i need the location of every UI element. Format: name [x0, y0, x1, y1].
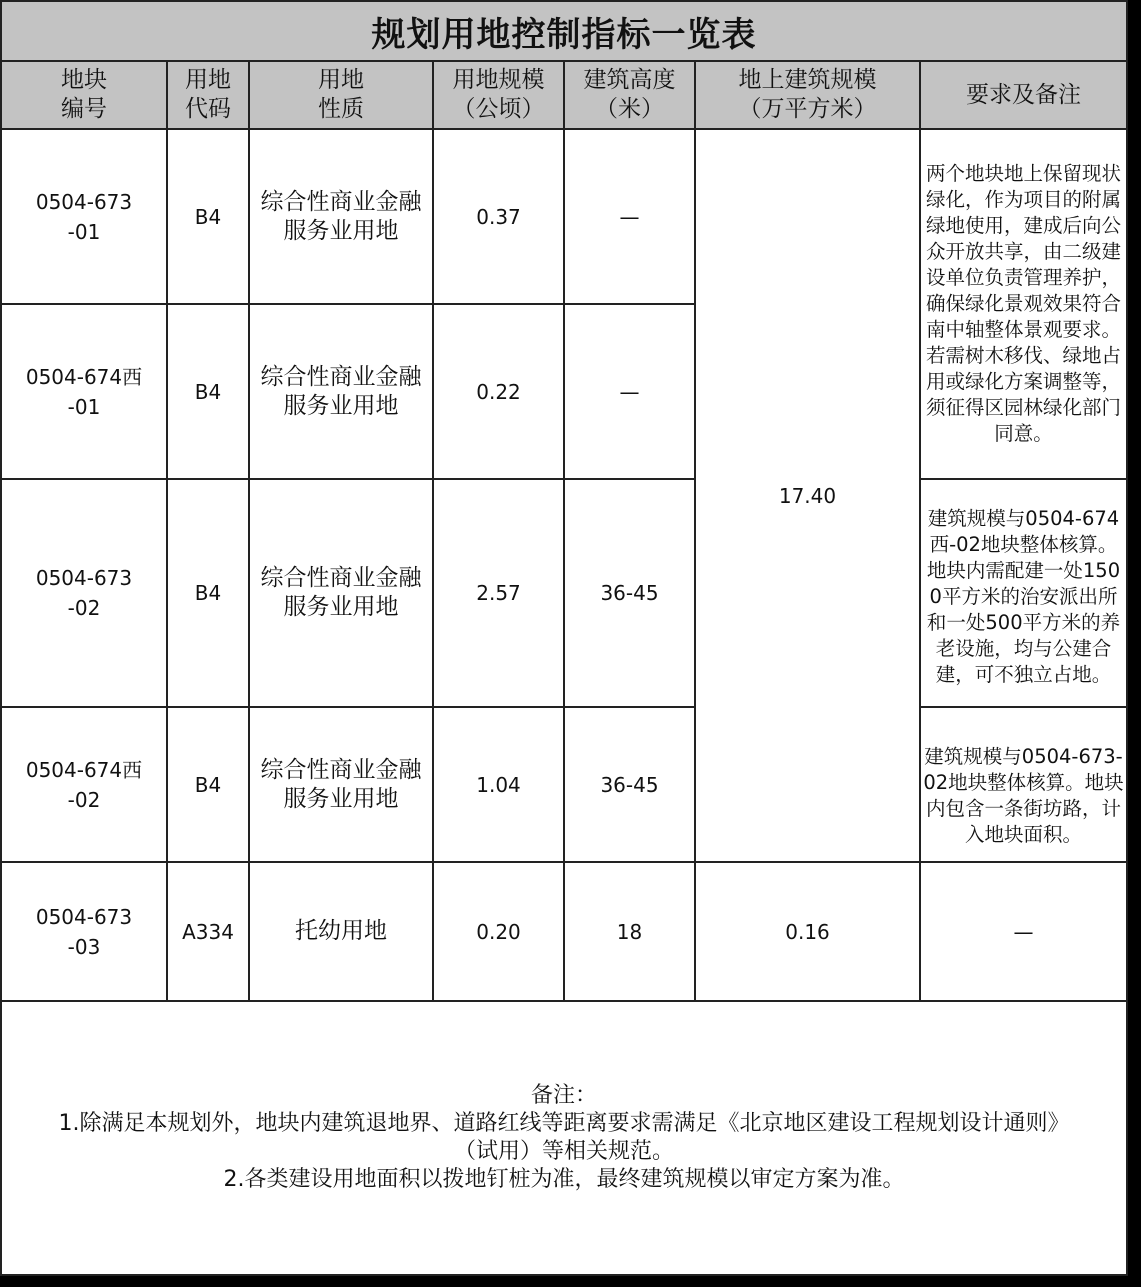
- note-item: 2.各类建设用地面积以拨地钉桩为准，最终建筑规模以审定方案为准。: [223, 1167, 905, 1192]
- land-code-cell: B4: [167, 479, 249, 707]
- block-no-cell: 0504-673 -03: [1, 862, 167, 1001]
- land-area-cell: 0.22: [433, 304, 564, 479]
- header-row: [1, 61, 1127, 129]
- land-code-cell: A334: [167, 862, 249, 1001]
- table-title: 规划用地控制指标一览表: [1, 1, 1127, 61]
- land-area-cell: 1.04: [433, 707, 564, 862]
- table-row: [1, 707, 1127, 862]
- header-block-no: 地块 编号: [1, 61, 167, 129]
- height-cell: 18: [564, 862, 695, 1001]
- header-height: 建筑高度 （米）: [564, 61, 695, 129]
- land-nature-cell: 托幼用地: [249, 862, 433, 1001]
- table-row: [1, 862, 1127, 1001]
- land-nature-cell: 综合性商业金融 服务业用地: [249, 479, 433, 707]
- gfa-cell: 0.16: [695, 862, 920, 1001]
- notes-section: [1, 1001, 1127, 1275]
- land-area-cell: 0.37: [433, 129, 564, 304]
- land-code-cell: B4: [167, 129, 249, 304]
- notes-heading: 备注：: [530, 1083, 597, 1108]
- remark-cell: 两个地块地上保留现状绿化，作为项目的附属绿地使用，建成后向公众开放共享，由二级建设单位负责管理养护，确保绿化景观效果符合南中轴整体景观要求。若需树木移伐、绿地占用或绿化方案调整等，须征得区园林绿化部门同意。: [920, 129, 1127, 479]
- block-no-cell: 0504-673 -01: [1, 129, 167, 304]
- header-land-nature: 用地 性质: [249, 61, 433, 129]
- block-no-cell: 0504-673 -02: [1, 479, 167, 707]
- note-item: 1.除满足本规划外，地块内建筑退地界、道路红线等距离要求需满足《北京地区建设工程规划设计通则》: [58, 1111, 1070, 1136]
- height-cell: —: [564, 304, 695, 479]
- remark-cell: 建筑规模与0504-673-02地块整体核算。地块内包含一条街坊路，计入地块面积。: [920, 707, 1127, 862]
- height-cell: 36-45: [564, 707, 695, 862]
- table-row: [1, 129, 1127, 304]
- land-area-cell: 2.57: [433, 479, 564, 707]
- header-gfa: 地上建筑规模 （万平方米）: [695, 61, 920, 129]
- land-nature-cell: 综合性商业金融 服务业用地: [249, 129, 433, 304]
- block-no-cell: 0504-674西 -01: [1, 304, 167, 479]
- land-nature-cell: 综合性商业金融 服务业用地: [249, 707, 433, 862]
- remark-cell: —: [920, 862, 1127, 1001]
- remark-cell: 建筑规模与0504-674西-02地块整体核算。地块内需配建一处1500平方米的治安派出所和一处500平方米的养老设施，均与公建合建，可不独立占地。: [920, 479, 1127, 707]
- land-nature-cell: 综合性商业金融 服务业用地: [249, 304, 433, 479]
- note-item: （试用）等相关规范。: [453, 1139, 674, 1164]
- gfa-merged-cell: 17.40: [695, 129, 920, 862]
- header-land-code: 用地 代码: [167, 61, 249, 129]
- height-cell: 36-45: [564, 479, 695, 707]
- header-land-area: 用地规模 （公顷）: [433, 61, 564, 129]
- table-row: [1, 479, 1127, 707]
- block-no-cell: 0504-674西 -02: [1, 707, 167, 862]
- header-remarks: 要求及备注: [920, 61, 1127, 129]
- height-cell: —: [564, 129, 695, 304]
- land-code-cell: B4: [167, 707, 249, 862]
- land-code-cell: B4: [167, 304, 249, 479]
- land-area-cell: 0.20: [433, 862, 564, 1001]
